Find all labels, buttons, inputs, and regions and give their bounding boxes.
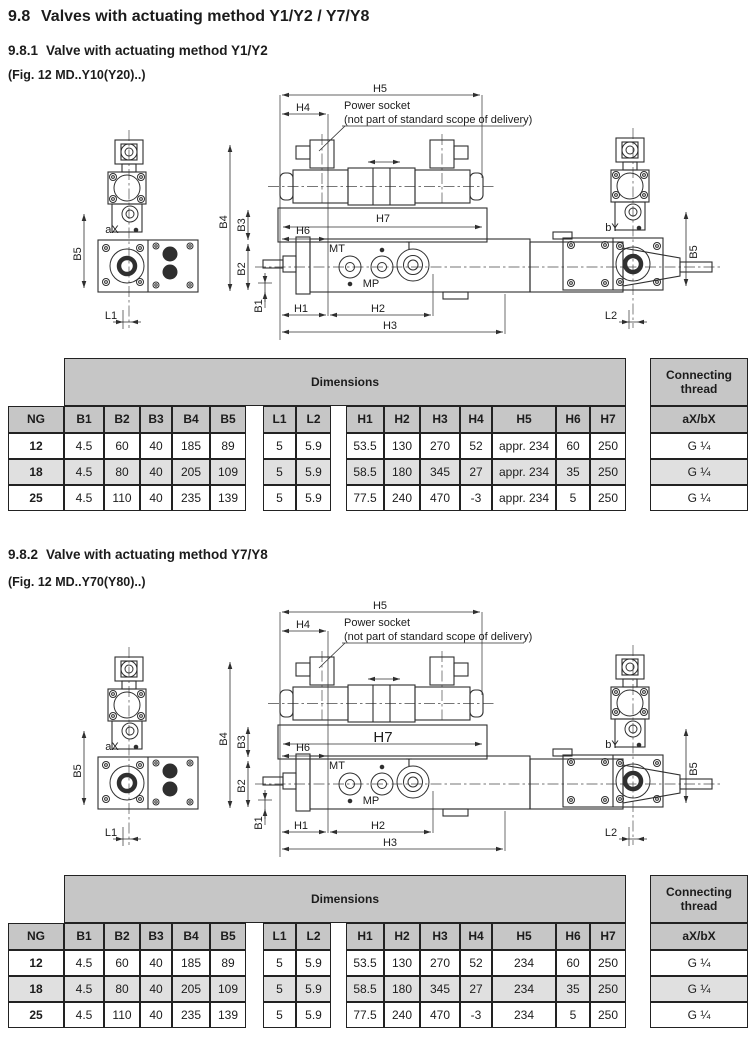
table-cell: 185 [172, 950, 210, 976]
table-cell: 53.5 [346, 433, 384, 459]
table-cell: 205 [172, 976, 210, 1002]
table-cell: 35 [556, 459, 590, 485]
label-h5: H5 [372, 83, 388, 95]
table-cell: 130 [384, 433, 420, 459]
table-cell: 5.9 [296, 950, 331, 976]
col-header-b2: B2 [104, 406, 140, 433]
label-t: T [405, 240, 413, 252]
table-cell: 4.5 [64, 433, 104, 459]
group-header-dimensions: Dimensions [64, 358, 626, 406]
table-cell: 35 [556, 976, 590, 1002]
col-header-h3: H3 [420, 406, 460, 433]
table-cell: 5.9 [296, 485, 331, 511]
subsection-1-text: Valve with actuating method Y1/Y2 [46, 43, 268, 58]
subsection-1-number: 9.8.1 [8, 43, 39, 58]
label-b1: B1 [253, 816, 265, 830]
col-header-h2: H2 [384, 406, 420, 433]
table-cell: 250 [590, 976, 626, 1002]
label-by: bY [605, 222, 619, 234]
label-by: bY [605, 739, 619, 751]
table-cell: 5.9 [296, 976, 331, 1002]
table-cell: 4.5 [64, 1002, 104, 1028]
col-header-l2: L2 [296, 406, 331, 433]
col-header-l1: L1 [263, 923, 296, 950]
subsection-2-number: 9.8.2 [8, 547, 39, 562]
table-cell: 4.5 [64, 485, 104, 511]
table-cell: 110 [104, 1002, 140, 1028]
label-h1: H1 [293, 820, 309, 832]
table-cell: 5 [263, 485, 296, 511]
col-header-h7: H7 [590, 406, 626, 433]
col-header-b4: B4 [172, 923, 210, 950]
label-b2: B2 [236, 262, 248, 276]
table-cell: G ¼ [650, 1002, 748, 1028]
table-cell: G ¼ [650, 433, 748, 459]
table-cell: 110 [104, 485, 140, 511]
label-b5-right: B5 [688, 762, 700, 776]
table-cell: 77.5 [346, 1002, 384, 1028]
table-cell: 4.5 [64, 459, 104, 485]
table-cell: 40 [140, 976, 172, 1002]
table-cell: 250 [590, 459, 626, 485]
table-cell: 27 [460, 459, 492, 485]
table-cell: 5 [556, 485, 590, 511]
table-cell: 234 [492, 976, 556, 1002]
col-header-h1: H1 [346, 923, 384, 950]
subsection-1-title [8, 43, 268, 58]
table-cell: 470 [420, 485, 460, 511]
label-l2: L2 [604, 310, 618, 322]
col-header-h6: H6 [556, 406, 590, 433]
label-b5-left: B5 [72, 247, 84, 261]
label-h6: H6 [295, 742, 311, 754]
col-header-h4: H4 [460, 923, 492, 950]
col-header-h4: H4 [460, 406, 492, 433]
table-cell: 40 [140, 459, 172, 485]
label-ax: aX [105, 224, 119, 236]
table-cell: 58.5 [346, 976, 384, 1002]
table-cell: 139 [210, 485, 246, 511]
table-cell: 60 [556, 433, 590, 459]
table-cell: 240 [384, 485, 420, 511]
table-cell: 5.9 [296, 1002, 331, 1028]
technical-drawing-y7y8 [0, 599, 756, 875]
table-cell: 52 [460, 950, 492, 976]
label-power-socket-2: (not part of standard scope of delivery) [344, 114, 533, 126]
label-ax: aX [105, 741, 119, 753]
table-cell: appr. 234 [492, 433, 556, 459]
col-header-ax-bx: aX/bX [650, 923, 748, 950]
label-h3: H3 [382, 837, 398, 849]
label-h7: H7 [375, 213, 391, 225]
col-header-ng: NG [8, 923, 64, 950]
table-cell: -3 [460, 485, 492, 511]
label-t: T [405, 757, 413, 769]
col-header-l2: L2 [296, 923, 331, 950]
table-cell: 240 [384, 1002, 420, 1028]
table-cell: 270 [420, 433, 460, 459]
figure-2-caption: (Fig. 12 MD..Y70(Y80)..) [8, 575, 146, 589]
table-cell: 345 [420, 976, 460, 1002]
section-title-text: Valves with actuating method Y1/Y2 / Y7/Y8 [41, 8, 370, 25]
table-cell: -3 [460, 1002, 492, 1028]
col-header-l1: L1 [263, 406, 296, 433]
table-cell: 77.5 [346, 485, 384, 511]
table-cell: 12 [8, 950, 64, 976]
table-cell: 130 [384, 950, 420, 976]
col-header-b5: B5 [210, 923, 246, 950]
table-cell: 250 [590, 1002, 626, 1028]
table-cell: G ¼ [650, 459, 748, 485]
table-cell: 27 [460, 976, 492, 1002]
table-cell: 53.5 [346, 950, 384, 976]
label-b3: B3 [236, 735, 248, 749]
table-cell: 40 [140, 950, 172, 976]
table-cell: 5.9 [296, 459, 331, 485]
table-cell: 205 [172, 459, 210, 485]
table-cell: 250 [590, 950, 626, 976]
table-cell: 109 [210, 459, 246, 485]
table-cell: 58.5 [346, 459, 384, 485]
subsection-2-title [8, 547, 268, 562]
label-h4: H4 [295, 619, 311, 631]
page-title [8, 8, 369, 26]
table-cell: 235 [172, 1002, 210, 1028]
subsection-2-text: Valve with actuating method Y7/Y8 [46, 547, 268, 562]
label-b5-left: B5 [72, 764, 84, 778]
label-b4: B4 [218, 732, 230, 746]
table-cell: 234 [492, 1002, 556, 1028]
table-cell: 470 [420, 1002, 460, 1028]
table-cell: 250 [590, 433, 626, 459]
dimensions-table-1 [8, 358, 748, 511]
table-cell: 185 [172, 433, 210, 459]
label-mt: MT [329, 243, 345, 255]
label-mp: MP [362, 795, 380, 807]
table-cell: 5 [263, 433, 296, 459]
table-cell: 5 [263, 976, 296, 1002]
table-cell: 180 [384, 976, 420, 1002]
table-cell: 250 [590, 485, 626, 511]
col-header-h5: H5 [492, 406, 556, 433]
table-cell: G ¼ [650, 950, 748, 976]
table-cell: 345 [420, 459, 460, 485]
table-cell: 235 [172, 485, 210, 511]
col-header-h3: H3 [420, 923, 460, 950]
table-cell: 4.5 [64, 950, 104, 976]
table-cell: 60 [104, 433, 140, 459]
col-header-h2: H2 [384, 923, 420, 950]
group-header-connecting-thread: Connecting thread [650, 875, 748, 923]
col-header-b3: B3 [140, 406, 172, 433]
table-cell: 80 [104, 976, 140, 1002]
table-cell: 18 [8, 459, 64, 485]
table-cell: 40 [140, 433, 172, 459]
col-header-b1: B1 [64, 923, 104, 950]
table-cell: 12 [8, 433, 64, 459]
label-l2: L2 [604, 827, 618, 839]
table-cell: appr. 234 [492, 485, 556, 511]
col-header-ax-bx: aX/bX [650, 406, 748, 433]
label-b1: B1 [253, 299, 265, 313]
table-cell: 18 [8, 976, 64, 1002]
group-header-connecting-thread: Connecting thread [650, 358, 748, 406]
label-h2: H2 [370, 820, 386, 832]
label-power-socket-1: Power socket [344, 617, 411, 629]
col-header-h6: H6 [556, 923, 590, 950]
figure-1-caption: (Fig. 12 MD..Y10(Y20)..) [8, 68, 146, 82]
label-mp: MP [362, 278, 380, 290]
col-header-b3: B3 [140, 923, 172, 950]
table-cell: G ¼ [650, 485, 748, 511]
table-cell: 180 [384, 459, 420, 485]
table-cell: 234 [492, 950, 556, 976]
col-header-h5: H5 [492, 923, 556, 950]
section-number: 9.8 [8, 8, 31, 25]
label-l1: L1 [104, 310, 118, 322]
group-header-dimensions: Dimensions [64, 875, 626, 923]
table-cell: 40 [140, 485, 172, 511]
table-cell: 270 [420, 950, 460, 976]
technical-drawing-y1y2 [0, 82, 756, 358]
label-l1: L1 [104, 827, 118, 839]
table-cell: 25 [8, 485, 64, 511]
table-cell: 139 [210, 1002, 246, 1028]
label-power-socket-2: (not part of standard scope of delivery) [344, 631, 533, 643]
table-cell: 60 [104, 950, 140, 976]
table-cell: 5 [263, 1002, 296, 1028]
table-cell: 89 [210, 433, 246, 459]
col-header-b5: B5 [210, 406, 246, 433]
col-header-ng: NG [8, 406, 64, 433]
table-cell: 25 [8, 1002, 64, 1028]
label-b2: B2 [236, 779, 248, 793]
label-mt: MT [329, 760, 345, 772]
col-header-b1: B1 [64, 406, 104, 433]
table-cell: G ¼ [650, 976, 748, 1002]
label-h4: H4 [295, 102, 311, 114]
table-cell: 5.9 [296, 433, 331, 459]
dimensions-table-2 [8, 875, 748, 1028]
col-header-b4: B4 [172, 406, 210, 433]
table-cell: 109 [210, 976, 246, 1002]
col-header-b2: B2 [104, 923, 140, 950]
table-cell: appr. 234 [492, 459, 556, 485]
col-header-h7: H7 [590, 923, 626, 950]
label-h6: H6 [295, 225, 311, 237]
label-h7: H7 [373, 729, 393, 746]
table-cell: 60 [556, 950, 590, 976]
label-b5-right: B5 [688, 245, 700, 259]
table-cell: 40 [140, 1002, 172, 1028]
table-cell: 52 [460, 433, 492, 459]
label-h5: H5 [372, 600, 388, 612]
label-h3: H3 [382, 320, 398, 332]
label-h2: H2 [370, 303, 386, 315]
label-b3: B3 [236, 218, 248, 232]
table-cell: 5 [263, 459, 296, 485]
table-cell: 5 [263, 950, 296, 976]
table-cell: 5 [556, 1002, 590, 1028]
table-cell: 4.5 [64, 976, 104, 1002]
label-power-socket-1: Power socket [344, 100, 411, 112]
table-cell: 80 [104, 459, 140, 485]
table-cell: 89 [210, 950, 246, 976]
label-h1: H1 [293, 303, 309, 315]
label-b4: B4 [218, 215, 230, 229]
col-header-h1: H1 [346, 406, 384, 433]
